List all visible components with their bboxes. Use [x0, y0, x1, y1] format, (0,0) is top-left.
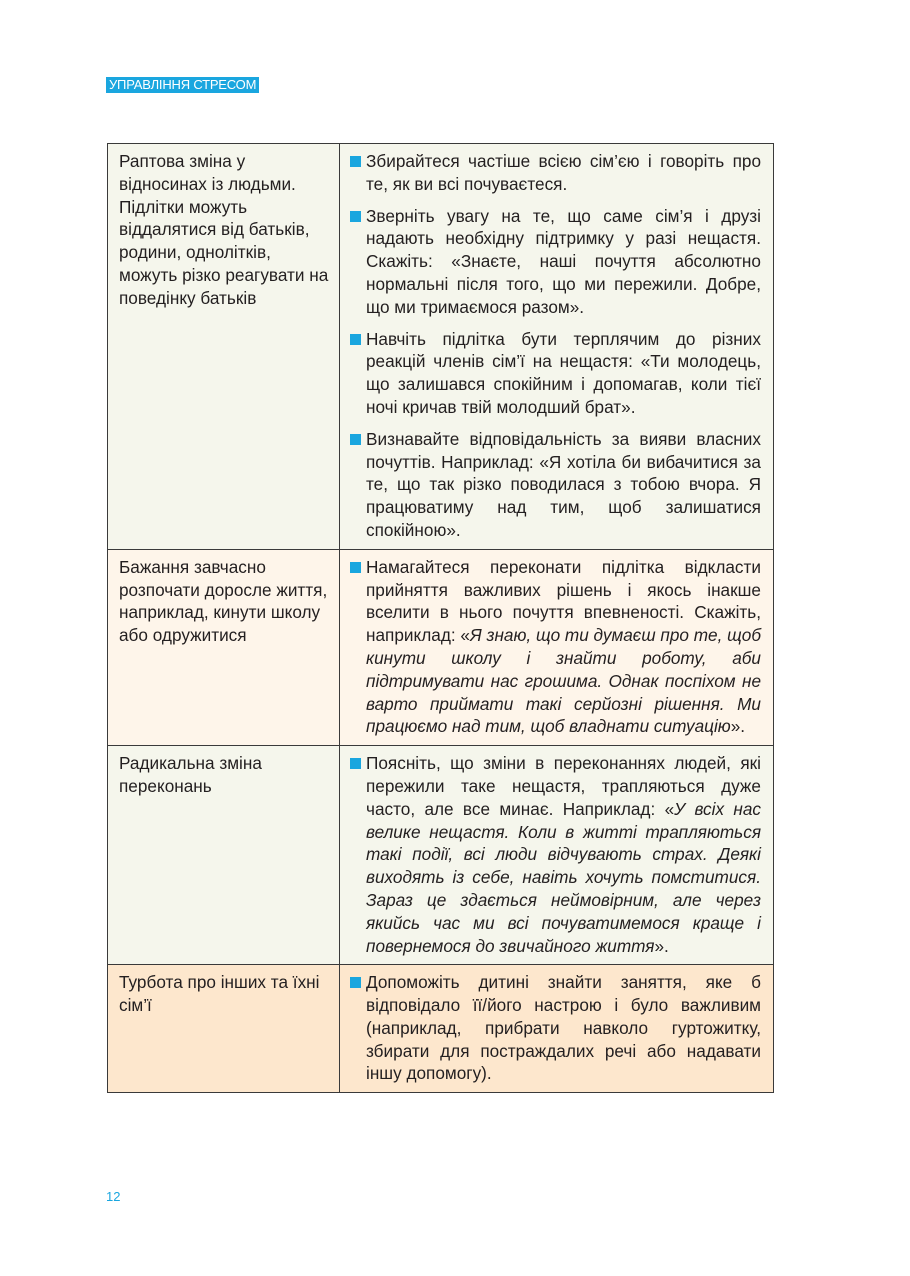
- advice-item: Збирайтеся частіше всією сім’єю і говоріть про те, як ви всі почуваєтеся.: [350, 150, 761, 196]
- square-bullet-icon: [350, 562, 361, 573]
- page-number: 12: [106, 1189, 121, 1204]
- square-bullet-icon: [350, 211, 361, 222]
- advice-cell: [340, 549, 774, 745]
- advice-quote: Я знаю, що ти думаєш про те, щоб кинути школу і знайти роботу, аби підтримувати нас грошима. Однак поспіхом не варто приймати такі серйозні рішення. Ми працюємо над тим, щоб владнати ситуацію: [366, 625, 761, 737]
- advice-item: Зверніть увагу на те, що саме сім’я і друзі надають необхідну підтримку у разі нещастя. Скажіть: «Знаєте, наші почуття абсолютно нормальні після того, що ми пережили. Добре, що ми тримаємося разом».: [350, 205, 761, 319]
- advice-tail: ».: [730, 716, 746, 737]
- table-row: [108, 144, 774, 550]
- problem-text: Раптова зміна у відносинах із людьми. Підлітки можуть віддалятися від батьків, родини, однолітків, можуть різко реагувати на поведінку батьків: [119, 151, 329, 308]
- advice-item: Визнавайте відповідальність за вияви власних почуттів. Наприклад: «Я хотіла би вибачитися за те, що так різко поводилася з тобою вчора. Я працюватиму над тим, щоб залишатися спокійною».: [350, 428, 761, 542]
- table-row: [108, 746, 774, 965]
- square-bullet-icon: [350, 156, 361, 167]
- advice-text: Намагайтеся переконати підлітка відкласти прийняття важливих рішень і якось інакше вселити в нього почуття впевненості. Скажіть, наприклад: «: [366, 556, 761, 646]
- problem-cell: [108, 549, 340, 745]
- problem-cell: [108, 746, 340, 965]
- advice-item: Допоможіть дитині знайти заняття, яке б відповідало її/його настрою і було важливим (наприклад, прибрати навколо гуртожитку, збирати для постраждалих речі або надавати іншу допомогу).: [350, 971, 761, 1085]
- table-row: [108, 549, 774, 745]
- advice-cell: [340, 965, 774, 1093]
- advice-tail: ».: [654, 935, 669, 956]
- advice-cell: [340, 144, 774, 550]
- advice-item: [350, 556, 761, 738]
- advice-table: [107, 143, 774, 1093]
- problem-text: Турбота про інших та їхні сім’ї: [119, 972, 320, 1016]
- problem-text: Радикальна зміна переконань: [119, 753, 262, 796]
- problem-text: Бажання завчасно розпочати доросле життя, наприклад, кинути школу або одружитися: [119, 556, 328, 646]
- advice-item: [350, 752, 761, 957]
- advice-quote: У всіх нас велике нещастя. Коли в житті трапляються такі події, всі люди відчувають страх. Деякі виходять із себе, навіть хочуть помститися. Зараз це здається неймовірним, але через якийсь час ми всі почуватимемося краще і повернемося до звичайного життя: [366, 798, 761, 956]
- section-title: УПРАВЛІННЯ СТРЕСОМ: [106, 77, 259, 93]
- square-bullet-icon: [350, 334, 361, 345]
- square-bullet-icon: [350, 434, 361, 445]
- problem-cell: [108, 144, 340, 550]
- advice-text: Поясніть, що зміни в переконаннях людей, які пережили таке нещастя, трапляються дуже часто, але все минає. Наприклад: «: [366, 753, 761, 819]
- square-bullet-icon: [350, 977, 361, 988]
- advice-item: Навчіть підлітка бути терплячим до різних реакцій членів сім’ї на нещастя: «Ти молодець, що залишався спокійним і допомагав, коли тієї ночі кричав твій молодший брат».: [350, 328, 761, 419]
- problem-cell: [108, 965, 340, 1093]
- advice-cell: [340, 746, 774, 965]
- square-bullet-icon: [350, 758, 361, 769]
- table-row: [108, 965, 774, 1093]
